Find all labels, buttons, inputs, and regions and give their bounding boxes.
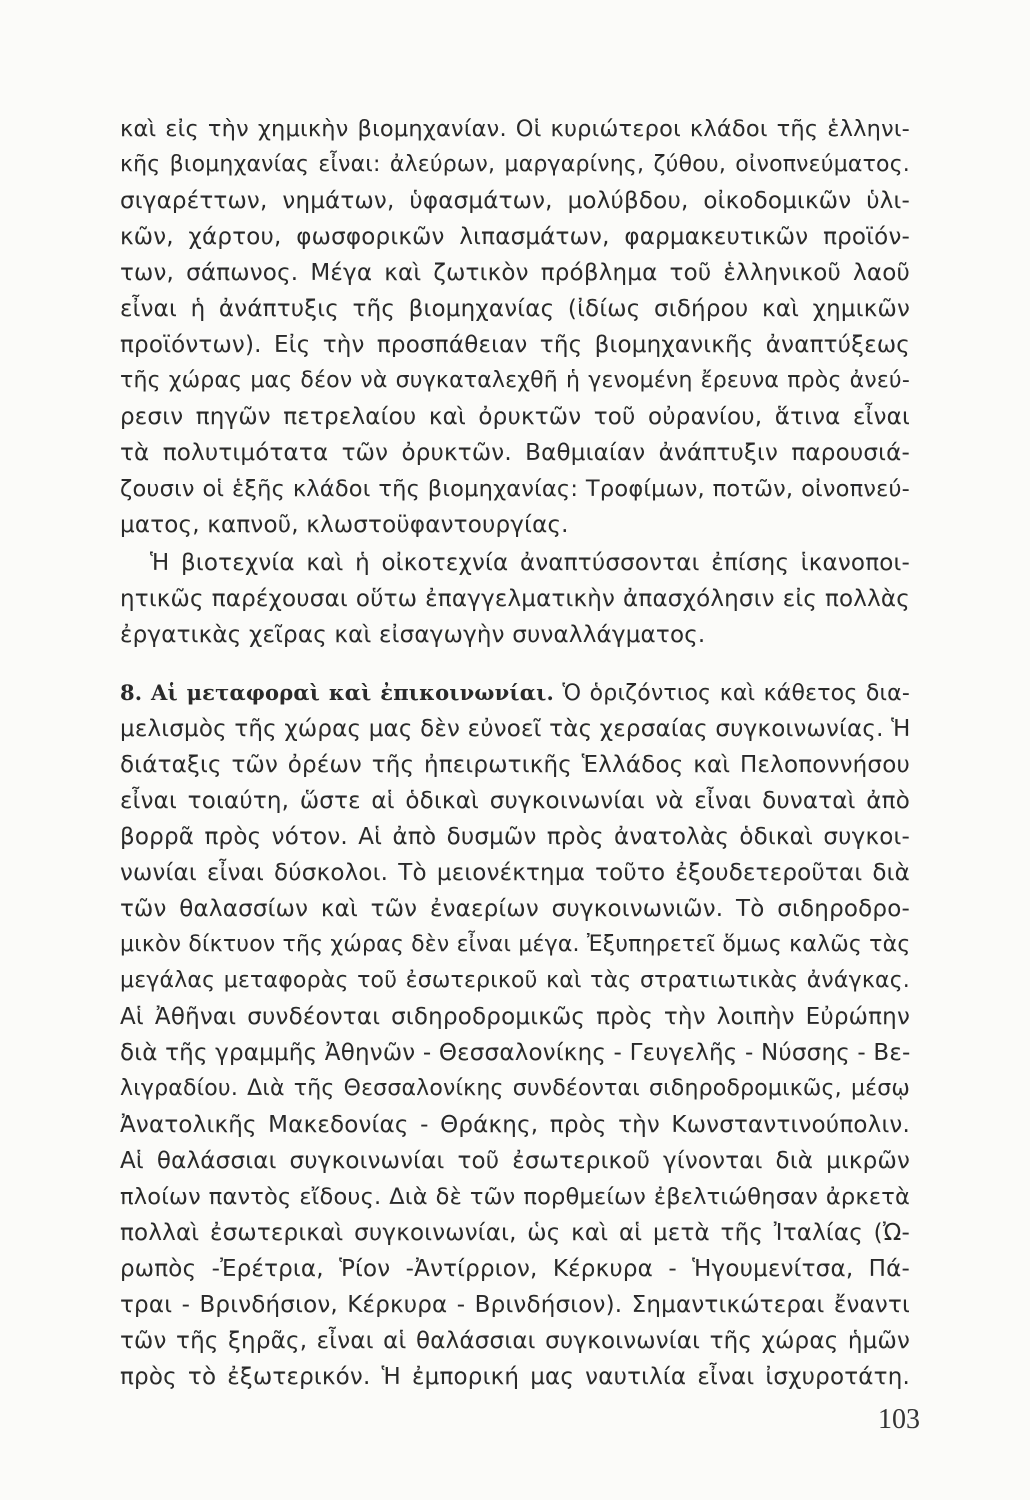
text-line: κῆς βιομηχανίας εἶναι: ἀλεύρων, μαργαρίνης, ζύθου, οἰνοπνεύματος.: [120, 152, 910, 177]
paragraph-first-line: Ἡ βιοτεχνία καὶ ἡ οἰκοτεχνία ἀναπτύσσονται ἐπίσης ἱκανοποι-: [150, 550, 910, 576]
text-line: πρὸς τὸ ἐξωτερικόν. Ἡ ἐμπορική μας ναυτιλία εἶναι ἰσχυροτάτη.: [120, 1364, 910, 1390]
text-line: των, σάπωνος. Μέγα καὶ ζωτικὸν πρόβλημα τοῦ ἑλληνικοῦ λαοῦ: [120, 260, 910, 286]
text-line: τὰ πολυτιμότατα τῶν ὀρυκτῶν. Βαθμιαίαν ἀνάπτυξιν παρουσιά-: [120, 440, 910, 466]
text-line: μικὸν δίκτυον τῆς χώρας δὲν εἶναι μέγα. Ἐξυπηρετεῖ ὅμως καλῶς τὰς: [120, 932, 911, 957]
page-number: 103: [878, 1404, 920, 1435]
text-line: εἶναι τοιαύτη, ὥστε αἱ ὁδικαὶ συγκοινωνίαι νὰ εἶναι δυναταὶ ἀπὸ: [120, 788, 910, 814]
text-line: κῶν, χάρτου, φωσφορικῶν λιπασμάτων, φαρμακευτικῶν προϊόν-: [120, 224, 910, 250]
text-line: διὰ τῆς γραμμῆς Ἀθηνῶν - Θεσσαλονίκης - Γευγελῆς - Νύσσης - Βε-: [120, 1040, 911, 1066]
text-line: ρωπὸς -Ἐρέτρια, Ῥίον -Ἀντίρριον, Κέρκυρα - Ἡγουμενίτσα, Πά-: [120, 1256, 910, 1282]
text-line: νωνίαι εἶναι δύσκολοι. Τὸ μειονέκτημα τοῦτο ἐξουδετεροῦται διὰ: [120, 860, 910, 886]
text-line: εἶναι ἡ ἀνάπτυξις τῆς βιομηχανίας (ἰδίως σιδήρου καὶ χημικῶν: [120, 296, 910, 322]
section-heading-line: [120, 676, 910, 710]
text-line: λιγραδίου. Διὰ τῆς Θεσσαλονίκης συνδέονται σιδηροδρομικῶς, μέσῳ: [120, 1076, 910, 1101]
text-line: προϊόντων). Εἰς τὴν προσπάθειαν τῆς βιομηχανικῆς ἀναπτύξεως: [120, 332, 910, 358]
section-heading-continuation: Ὁ ὁριζόντιος καὶ κάθετος δια-: [562, 681, 910, 706]
text-line: ητικῶς παρέχουσαι οὕτω ἐπαγγελματικὴν ἀπασχόλησιν εἰς πολλὰς: [120, 586, 910, 612]
text-line: Αἱ θαλάσσιαι συγκοινωνίαι τοῦ ἐσωτερικοῦ γίνονται διὰ μικρῶν: [120, 1148, 910, 1174]
text-line: καὶ εἰς τὴν χημικὴν βιομηχανίαν. Οἱ κυριώτεροι κλάδοι τῆς ἑλληνι-: [120, 116, 910, 142]
text-line: τῆς χώρας μας δέον νὰ συγκαταλεχθῆ ἡ γενομένη ἔρευνα πρὸς ἀνεύ-: [120, 368, 910, 393]
text-line: βορρᾶ πρὸς νότον. Αἱ ἀπὸ δυσμῶν πρὸς ἀνατολὰς ὁδικαὶ συγκοι-: [120, 824, 910, 850]
text-line: τῶν τῆς ξηρᾶς, εἶναι αἱ θαλάσσιαι συγκοινωνίαι τῆς χώρας ἡμῶν: [120, 1328, 910, 1354]
text-line: Ἀνατολικῆς Μακεδονίας - Θράκης, πρὸς τὴν Κωνσταντινούπολιν.: [120, 1112, 910, 1138]
text-line: μεγάλας μεταφορὰς τοῦ ἐσωτερικοῦ καὶ τὰς στρατιωτικὰς ἀνάγκας.: [120, 968, 910, 993]
text-line: τῶν θαλασσίων καὶ τῶν ἐναερίων συγκοινωνιῶν. Τὸ σιδηροδρο-: [120, 896, 910, 922]
text-line: ρεσιν πηγῶν πετρελαίου καὶ ὀρυκτῶν τοῦ οὐρανίου, ἅτινα εἶναι: [120, 404, 910, 430]
text-line: Αἱ Ἀθῆναι συνδέονται σιδηροδρομικῶς πρὸς τὴν λοιπὴν Εὐρώπην: [120, 1004, 910, 1030]
text-line: πλοίων παντὸς εἴδους. Διὰ δὲ τῶν πορθμείων ἐβελτιώθησαν ἀρκετὰ: [120, 1184, 910, 1210]
text-line: μελισμὸς τῆς χώρας μας δὲν εὐνοεῖ τὰς χερσαίας συγκοινωνίας. Ἡ: [120, 716, 911, 742]
text-line: ματος, καπνοῦ, κλωστοϋφαντουργίας.: [120, 512, 569, 538]
section-heading: 8. Αἱ μεταφοραὶ καὶ ἐπικοινωνίαι.: [120, 680, 554, 705]
text-line: ζουσιν οἱ ἑξῆς κλάδοι τῆς βιομηχανίας: Τροφίμων, ποτῶν, οἰνοπνεύ-: [120, 476, 910, 502]
text-line: ἐργατικὰς χεῖρας καὶ εἰσαγωγὴν συναλλάγματος.: [120, 622, 706, 648]
text-line: σιγαρέττων, νημάτων, ὑφασμάτων, μολύβδου, οἰκοδομικῶν ὑλι-: [120, 188, 910, 214]
text-line: τραι - Βρινδήσιον, Κέρκυρα - Βρινδήσιον). Σημαντικώτεραι ἔναντι: [120, 1292, 910, 1318]
text-line: πολλαὶ ἐσωτερικαὶ συγκοινωνίαι, ὡς καὶ αἱ μετὰ τῆς Ἰταλίας (Ὠ-: [120, 1220, 910, 1246]
text-line: διάταξις τῶν ὀρέων τῆς ἠπειρωτικῆς Ἑλλάδος καὶ Πελοποννήσου: [120, 752, 910, 778]
